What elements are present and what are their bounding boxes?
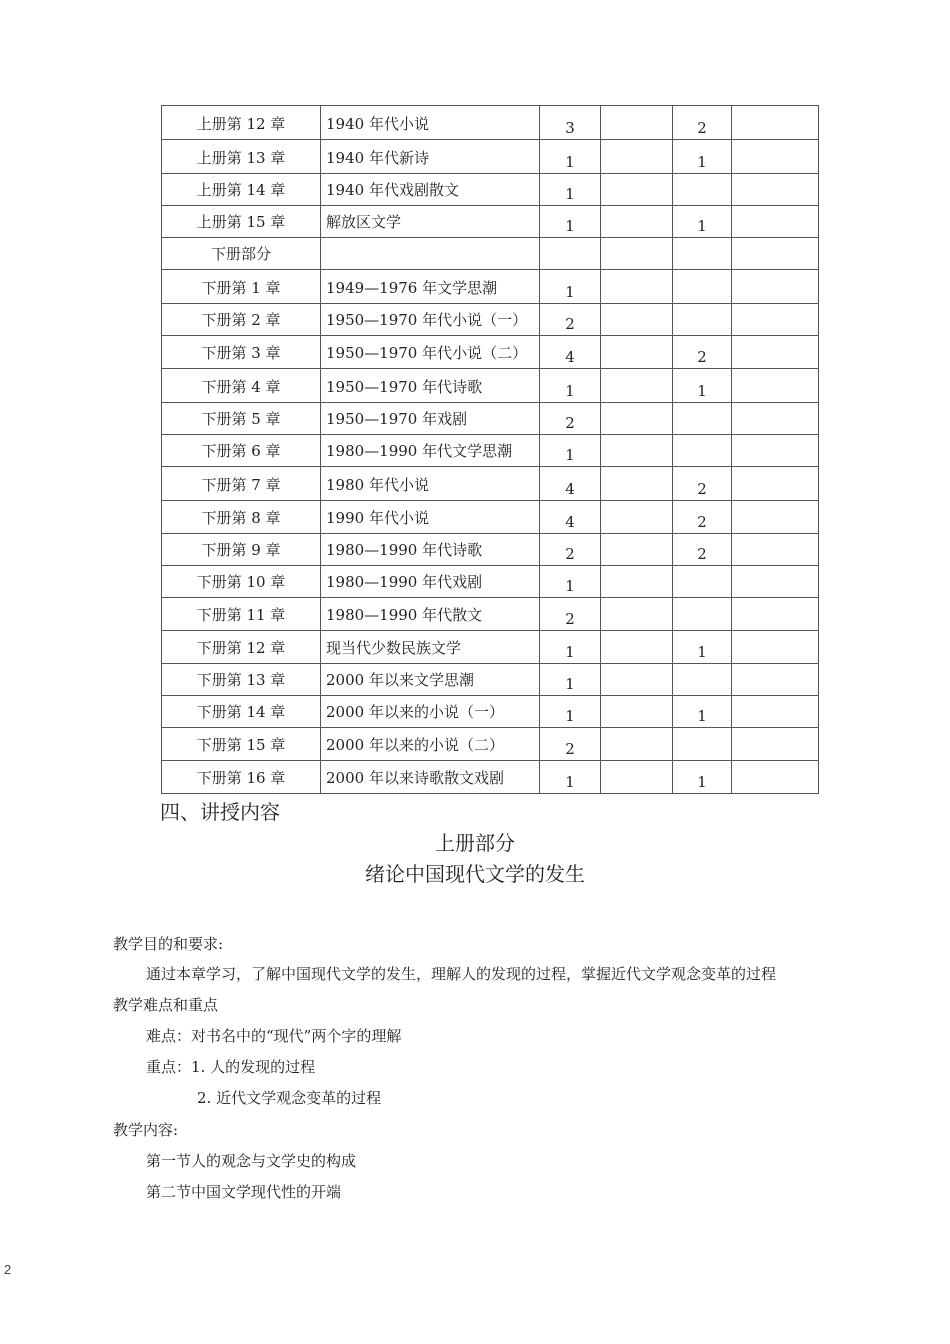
title-cell: 1980—1990 年代戏剧 bbox=[321, 566, 540, 598]
title-cell: 现当代少数民族文学 bbox=[321, 631, 540, 664]
schedule-table-body bbox=[162, 106, 819, 794]
hours-cell-3-value: 2 bbox=[697, 513, 707, 531]
hours-cell-3-value: 1 bbox=[697, 153, 707, 171]
hours-cell-4 bbox=[732, 696, 819, 728]
hours-cell-2 bbox=[601, 598, 673, 631]
key-point-2: 2. 近代文学观念变革的过程 bbox=[197, 1089, 382, 1107]
hours-cell-1 bbox=[540, 270, 601, 304]
hours-cell-1 bbox=[540, 467, 601, 501]
hours-cell-1 bbox=[540, 238, 601, 270]
hours-cell-1-value: 3 bbox=[565, 119, 575, 137]
hours-cell-4 bbox=[732, 631, 819, 664]
table-row bbox=[162, 206, 819, 238]
hours-cell-3-value: 1 bbox=[697, 643, 707, 661]
hours-cell-2 bbox=[601, 403, 673, 435]
hours-cell-3-value: 2 bbox=[697, 348, 707, 366]
chapter-cell: 下册第 15 章 bbox=[162, 728, 321, 761]
chapter-cell: 下册第 13 章 bbox=[162, 664, 321, 696]
chapter-cell: 上册第 14 章 bbox=[162, 174, 321, 206]
table-row bbox=[162, 728, 819, 761]
chapter-title: 绪论中国现代文学的发生 bbox=[365, 862, 585, 886]
hours-cell-1-value: 1 bbox=[565, 185, 575, 203]
hours-cell-2 bbox=[601, 501, 673, 534]
hours-cell-2 bbox=[601, 631, 673, 664]
title-cell: 2000 年以来的小说（一） bbox=[321, 696, 540, 728]
hours-cell-3 bbox=[673, 598, 732, 631]
hours-cell-4 bbox=[732, 304, 819, 336]
hours-cell-4 bbox=[732, 238, 819, 270]
hours-cell-1-value: 1 bbox=[565, 773, 575, 791]
hours-cell-3 bbox=[673, 369, 732, 403]
title-cell: 1949—1976 年文学思潮 bbox=[321, 270, 540, 304]
hours-cell-1 bbox=[540, 106, 601, 140]
hours-cell-2 bbox=[601, 238, 673, 270]
hours-cell-4 bbox=[732, 598, 819, 631]
hours-cell-1-value: 2 bbox=[565, 740, 575, 758]
title-cell: 1950—1970 年戏剧 bbox=[321, 403, 540, 435]
table-row bbox=[162, 501, 819, 534]
hours-cell-1 bbox=[540, 140, 601, 174]
hours-cell-2 bbox=[601, 206, 673, 238]
hours-cell-3 bbox=[673, 566, 732, 598]
chapter-cell: 下册第 9 章 bbox=[162, 534, 321, 566]
chapter-cell: 下册第 10 章 bbox=[162, 566, 321, 598]
hours-cell-4 bbox=[732, 403, 819, 435]
table-row bbox=[162, 174, 819, 206]
hours-cell-3 bbox=[673, 174, 732, 206]
chapter-cell: 下册第 12 章 bbox=[162, 631, 321, 664]
chapter-cell: 下册第 3 章 bbox=[162, 336, 321, 369]
hours-cell-4 bbox=[732, 761, 819, 794]
hours-cell-1-value: 1 bbox=[565, 707, 575, 725]
hours-cell-3 bbox=[673, 696, 732, 728]
title-cell: 1990 年代小说 bbox=[321, 501, 540, 534]
title-cell: 1950—1970 年代诗歌 bbox=[321, 369, 540, 403]
title-cell: 2000 年以来的小说（二） bbox=[321, 728, 540, 761]
chapter-cell: 下册第 14 章 bbox=[162, 696, 321, 728]
hours-cell-1 bbox=[540, 403, 601, 435]
hours-cell-3 bbox=[673, 534, 732, 566]
schedule-table bbox=[161, 105, 819, 794]
hours-cell-3-value: 1 bbox=[697, 382, 707, 400]
hours-cell-2 bbox=[601, 140, 673, 174]
hours-cell-2 bbox=[601, 174, 673, 206]
table-row bbox=[162, 403, 819, 435]
hours-cell-4 bbox=[732, 140, 819, 174]
hours-cell-4 bbox=[732, 206, 819, 238]
hours-cell-2 bbox=[601, 106, 673, 140]
hours-cell-4 bbox=[732, 336, 819, 369]
hours-cell-4 bbox=[732, 106, 819, 140]
title-cell: 1940 年代戏剧散文 bbox=[321, 174, 540, 206]
hours-cell-1 bbox=[540, 664, 601, 696]
hours-cell-3 bbox=[673, 501, 732, 534]
hours-cell-4 bbox=[732, 501, 819, 534]
hours-cell-1-value: 4 bbox=[565, 480, 575, 498]
hours-cell-4 bbox=[732, 270, 819, 304]
hours-cell-1 bbox=[540, 534, 601, 566]
hours-cell-3 bbox=[673, 728, 732, 761]
hours-cell-1 bbox=[540, 566, 601, 598]
hours-cell-1 bbox=[540, 435, 601, 467]
hours-cell-2 bbox=[601, 696, 673, 728]
hours-cell-3-value: 2 bbox=[697, 119, 707, 137]
hours-cell-1-value: 4 bbox=[565, 513, 575, 531]
chapter-cell: 下册第 6 章 bbox=[162, 435, 321, 467]
hours-cell-3-value: 1 bbox=[697, 707, 707, 725]
title-cell: 2000 年以来诗歌散文戏剧 bbox=[321, 761, 540, 794]
hours-cell-1 bbox=[540, 304, 601, 336]
hours-cell-2 bbox=[601, 728, 673, 761]
hours-cell-4 bbox=[732, 174, 819, 206]
hours-cell-4 bbox=[732, 566, 819, 598]
hours-cell-1-value: 1 bbox=[565, 283, 575, 301]
section-2: 第二节中国文学现代性的开端 bbox=[146, 1183, 342, 1201]
hours-cell-3 bbox=[673, 467, 732, 501]
hours-cell-1 bbox=[540, 369, 601, 403]
hours-cell-2 bbox=[601, 566, 673, 598]
hours-cell-1-value: 2 bbox=[565, 545, 575, 563]
part-title: 上册部分 bbox=[435, 831, 515, 855]
table-row bbox=[162, 304, 819, 336]
hours-cell-1 bbox=[540, 501, 601, 534]
difficulty-label: 教学难点和重点 bbox=[113, 996, 219, 1014]
chapter-cell: 下册部分 bbox=[162, 238, 321, 270]
hours-cell-3 bbox=[673, 631, 732, 664]
hours-cell-2 bbox=[601, 369, 673, 403]
table-row bbox=[162, 336, 819, 369]
table-row bbox=[162, 761, 819, 794]
hours-cell-1-value: 1 bbox=[565, 643, 575, 661]
chapter-cell: 下册第 1 章 bbox=[162, 270, 321, 304]
section-heading: 四、讲授内容 bbox=[160, 800, 280, 824]
title-cell: 1980 年代小说 bbox=[321, 467, 540, 501]
table-row bbox=[162, 696, 819, 728]
title-cell: 1940 年代小说 bbox=[321, 106, 540, 140]
table-row bbox=[162, 566, 819, 598]
hours-cell-1 bbox=[540, 696, 601, 728]
chapter-cell: 上册第 13 章 bbox=[162, 140, 321, 174]
hours-cell-1 bbox=[540, 174, 601, 206]
hours-cell-3 bbox=[673, 336, 732, 369]
key-point-1: 重点：1. 人的发现的过程 bbox=[146, 1058, 316, 1076]
hours-cell-3 bbox=[673, 270, 732, 304]
hours-cell-1 bbox=[540, 598, 601, 631]
chapter-cell: 上册第 12 章 bbox=[162, 106, 321, 140]
table-row bbox=[162, 140, 819, 174]
hours-cell-3 bbox=[673, 106, 732, 140]
hours-cell-3-value: 2 bbox=[697, 545, 707, 563]
hours-cell-3 bbox=[673, 761, 732, 794]
hours-cell-2 bbox=[601, 467, 673, 501]
table-row bbox=[162, 598, 819, 631]
hours-cell-2 bbox=[601, 304, 673, 336]
table-row bbox=[162, 664, 819, 696]
table-row bbox=[162, 435, 819, 467]
title-cell: 1980—1990 年代文学思潮 bbox=[321, 435, 540, 467]
chapter-cell: 下册第 11 章 bbox=[162, 598, 321, 631]
chapter-cell: 下册第 2 章 bbox=[162, 304, 321, 336]
title-cell: 解放区文学 bbox=[321, 206, 540, 238]
goal-label: 教学目的和要求: bbox=[113, 935, 224, 953]
hours-cell-1-value: 1 bbox=[565, 382, 575, 400]
chapter-cell: 下册第 4 章 bbox=[162, 369, 321, 403]
goal-text: 通过本章学习，了解中国现代文学的发生，理解人的发现的过程，掌握近代文学观念变革的过程 bbox=[146, 965, 777, 983]
title-cell bbox=[321, 238, 540, 270]
table-row bbox=[162, 369, 819, 403]
hours-cell-2 bbox=[601, 664, 673, 696]
hours-cell-1-value: 2 bbox=[565, 315, 575, 333]
hours-cell-3-value: 1 bbox=[697, 773, 707, 791]
content-label: 教学内容: bbox=[113, 1121, 179, 1139]
chapter-cell: 下册第 7 章 bbox=[162, 467, 321, 501]
hours-cell-3 bbox=[673, 664, 732, 696]
chapter-cell: 下册第 8 章 bbox=[162, 501, 321, 534]
hours-cell-3 bbox=[673, 403, 732, 435]
hours-cell-1-value: 1 bbox=[565, 217, 575, 235]
table-row bbox=[162, 106, 819, 140]
hours-cell-3 bbox=[673, 140, 732, 174]
table-row bbox=[162, 238, 819, 270]
hours-cell-1 bbox=[540, 336, 601, 369]
hours-cell-1-value: 1 bbox=[565, 446, 575, 464]
chapter-cell: 下册第 5 章 bbox=[162, 403, 321, 435]
hours-cell-1-value: 1 bbox=[565, 577, 575, 595]
page-number: 2 bbox=[4, 1262, 12, 1277]
hours-cell-4 bbox=[732, 534, 819, 566]
title-cell: 1950—1970 年代小说（二） bbox=[321, 336, 540, 369]
hours-cell-4 bbox=[732, 728, 819, 761]
hours-cell-1 bbox=[540, 728, 601, 761]
table-row bbox=[162, 467, 819, 501]
hours-cell-1-value: 2 bbox=[565, 414, 575, 432]
hours-cell-2 bbox=[601, 336, 673, 369]
title-cell: 1950—1970 年代小说（一） bbox=[321, 304, 540, 336]
hours-cell-4 bbox=[732, 435, 819, 467]
table-row bbox=[162, 631, 819, 664]
hours-cell-1 bbox=[540, 631, 601, 664]
hours-cell-3 bbox=[673, 238, 732, 270]
hours-cell-3 bbox=[673, 304, 732, 336]
title-cell: 1980—1990 年代诗歌 bbox=[321, 534, 540, 566]
hours-cell-2 bbox=[601, 435, 673, 467]
hours-cell-1-value: 1 bbox=[565, 153, 575, 171]
section-1: 第一节人的观念与文学史的构成 bbox=[146, 1152, 357, 1170]
hours-cell-3-value: 2 bbox=[697, 480, 707, 498]
difficulty-text: 难点：对书名中的“现代”两个字的理解 bbox=[146, 1027, 402, 1045]
table-row bbox=[162, 534, 819, 566]
title-cell: 1940 年代新诗 bbox=[321, 140, 540, 174]
hours-cell-2 bbox=[601, 534, 673, 566]
chapter-cell: 下册第 16 章 bbox=[162, 761, 321, 794]
hours-cell-4 bbox=[732, 664, 819, 696]
hours-cell-3 bbox=[673, 435, 732, 467]
hours-cell-1-value: 4 bbox=[565, 348, 575, 366]
hours-cell-4 bbox=[732, 369, 819, 403]
hours-cell-3-value: 1 bbox=[697, 217, 707, 235]
hours-cell-4 bbox=[732, 467, 819, 501]
hours-cell-1-value: 2 bbox=[565, 610, 575, 628]
hours-cell-1 bbox=[540, 761, 601, 794]
table-row bbox=[162, 270, 819, 304]
hours-cell-2 bbox=[601, 761, 673, 794]
title-cell: 2000 年以来文学思潮 bbox=[321, 664, 540, 696]
hours-cell-2 bbox=[601, 270, 673, 304]
hours-cell-1-value: 1 bbox=[565, 675, 575, 693]
hours-cell-1 bbox=[540, 206, 601, 238]
chapter-cell: 上册第 15 章 bbox=[162, 206, 321, 238]
hours-cell-3 bbox=[673, 206, 732, 238]
title-cell: 1980—1990 年代散文 bbox=[321, 598, 540, 631]
